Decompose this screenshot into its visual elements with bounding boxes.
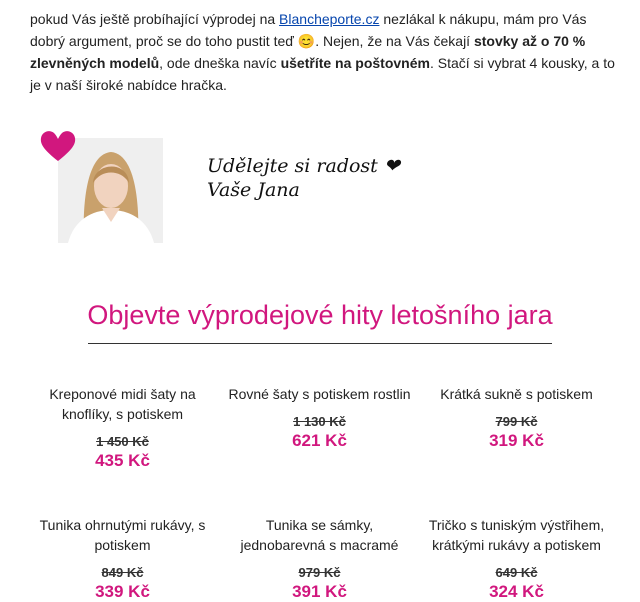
product-new-price: 621 Kč xyxy=(292,431,347,450)
product-old-price: 799 Kč xyxy=(495,414,538,429)
product-card[interactable] xyxy=(424,515,609,602)
signature xyxy=(207,154,400,202)
signature-line-1: Udělejte si radost ❤ xyxy=(207,155,400,177)
product-name[interactable]: Tričko s tuniským výstřihem, krátkými rukávy a potiskem xyxy=(428,517,605,553)
section-title: Objevte výprodejové hity letošního jara xyxy=(87,300,553,330)
smile-emoji-icon: 😊 xyxy=(297,33,316,49)
product-old-price: 1 450 Kč xyxy=(96,434,149,449)
product-new-price: 324 Kč xyxy=(489,582,544,601)
product-new-price: 339 Kč xyxy=(95,582,150,601)
product-old-price: 979 Kč xyxy=(298,565,341,580)
product-name[interactable]: Tunika ohrnutými rukávy, s potiskem xyxy=(39,517,206,553)
product-card[interactable] xyxy=(227,515,412,602)
intro-bold-discount: stovky až o 70 % zlevněných modelů xyxy=(30,33,586,71)
product-name[interactable]: Tunika se sámky, jednobarevná s macramé xyxy=(240,517,399,553)
product-new-price: 319 Kč xyxy=(489,431,544,450)
intro-text-4: , ode dneška navíc xyxy=(159,55,281,71)
product-name[interactable]: Kreponové midi šaty na knoflíky, s potiskem xyxy=(49,386,196,422)
product-card[interactable] xyxy=(424,384,609,451)
signature-line-2: Vaše Jana xyxy=(207,179,300,201)
title-divider xyxy=(88,343,552,344)
intro-text-2: nezlákal k nákupu, mám pro Vás dobrý argument, proč se do toho pustit teď xyxy=(30,11,587,49)
product-old-price: 849 Kč xyxy=(101,565,144,580)
product-name[interactable]: Krátká sukně s potiskem xyxy=(440,386,593,402)
product-card[interactable] xyxy=(30,384,215,471)
intro-text-5: . Stačí si vybrat 4 kousky, a to je v naší široké nabídce hračka. xyxy=(30,55,615,93)
intro-paragraph xyxy=(30,8,620,96)
product-name[interactable]: Rovné šaty s potiskem rostlin xyxy=(228,386,411,402)
product-new-price: 435 Kč xyxy=(95,451,150,470)
intro-text-1: pokud Vás ještě probíhající výprodej na xyxy=(30,11,280,27)
product-old-price: 1 130 Kč xyxy=(293,414,346,429)
intro-text-3: . Nejen, že na Vás čekají xyxy=(315,33,474,49)
blancheporte-link[interactable]: Blancheporte.cz xyxy=(279,11,380,27)
heart-icon xyxy=(40,130,76,162)
product-card[interactable] xyxy=(30,515,215,602)
product-card[interactable] xyxy=(227,384,412,451)
product-old-price: 649 Kč xyxy=(495,565,538,580)
product-new-price: 391 Kč xyxy=(292,582,347,601)
intro-bold-shipping: ušetříte na poštovném xyxy=(280,55,430,71)
